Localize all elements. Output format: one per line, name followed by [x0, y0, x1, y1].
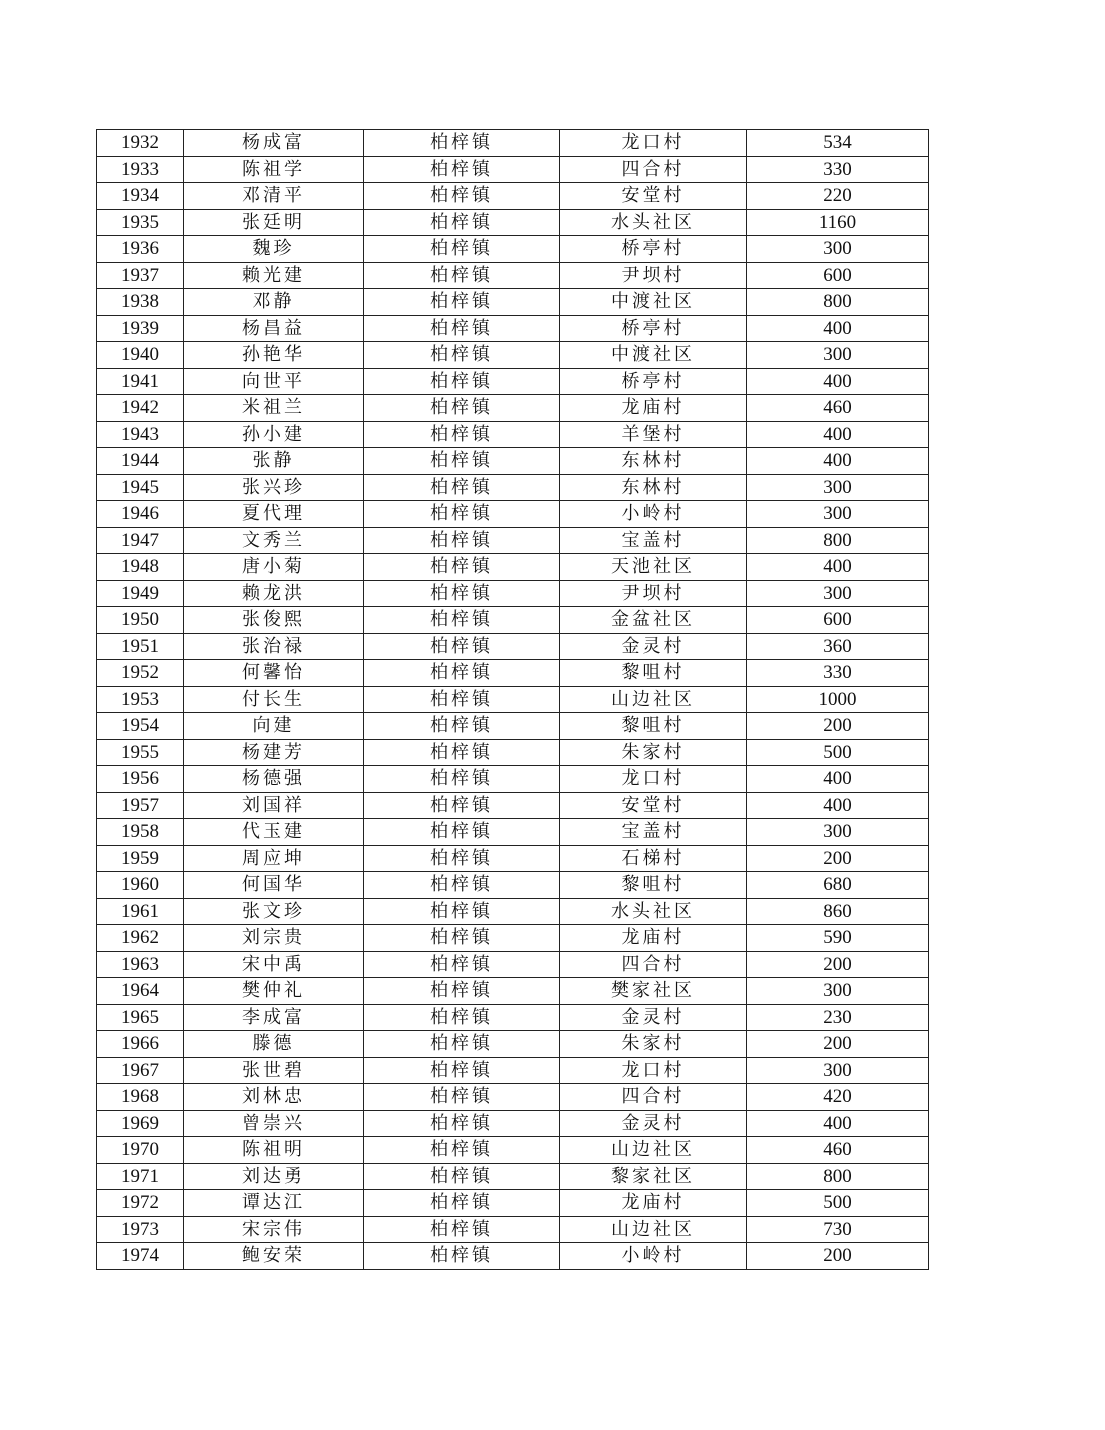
serial-number-cell: 1938 — [97, 289, 184, 316]
village-cell: 尹坝村 — [560, 580, 747, 607]
village-cell: 四合村 — [560, 156, 747, 183]
town-cell: 柏梓镇 — [364, 156, 560, 183]
amount-cell: 300 — [747, 501, 929, 528]
village-cell: 宝盖村 — [560, 819, 747, 846]
serial-number-cell: 1946 — [97, 501, 184, 528]
amount-cell: 400 — [747, 448, 929, 475]
village-cell: 四合村 — [560, 951, 747, 978]
name-cell: 刘林忠 — [184, 1084, 364, 1111]
amount-cell: 800 — [747, 527, 929, 554]
town-cell: 柏梓镇 — [364, 448, 560, 475]
serial-number-cell: 1972 — [97, 1190, 184, 1217]
village-cell: 金灵村 — [560, 1110, 747, 1137]
table-row — [97, 183, 929, 210]
town-cell: 柏梓镇 — [364, 978, 560, 1005]
serial-number-cell: 1960 — [97, 872, 184, 899]
village-cell: 桥亭村 — [560, 368, 747, 395]
table-row — [97, 315, 929, 342]
amount-cell: 300 — [747, 1057, 929, 1084]
name-cell: 杨昌益 — [184, 315, 364, 342]
amount-cell: 200 — [747, 845, 929, 872]
name-cell: 宋中禹 — [184, 951, 364, 978]
town-cell: 柏梓镇 — [364, 368, 560, 395]
town-cell: 柏梓镇 — [364, 792, 560, 819]
amount-cell: 200 — [747, 1243, 929, 1270]
serial-number-cell: 1963 — [97, 951, 184, 978]
amount-cell: 360 — [747, 633, 929, 660]
town-cell: 柏梓镇 — [364, 660, 560, 687]
serial-number-cell: 1971 — [97, 1163, 184, 1190]
town-cell: 柏梓镇 — [364, 395, 560, 422]
name-cell: 付长生 — [184, 686, 364, 713]
name-cell: 刘国祥 — [184, 792, 364, 819]
serial-number-cell: 1970 — [97, 1137, 184, 1164]
village-cell: 山边社区 — [560, 1216, 747, 1243]
town-cell: 柏梓镇 — [364, 501, 560, 528]
table-row — [97, 554, 929, 581]
serial-number-cell: 1934 — [97, 183, 184, 210]
table-row — [97, 421, 929, 448]
village-cell: 龙口村 — [560, 766, 747, 793]
town-cell: 柏梓镇 — [364, 315, 560, 342]
serial-number-cell: 1943 — [97, 421, 184, 448]
town-cell: 柏梓镇 — [364, 898, 560, 925]
village-cell: 宝盖村 — [560, 527, 747, 554]
amount-cell: 300 — [747, 580, 929, 607]
name-cell: 张世碧 — [184, 1057, 364, 1084]
table-row — [97, 1163, 929, 1190]
village-cell: 石梯村 — [560, 845, 747, 872]
town-cell: 柏梓镇 — [364, 289, 560, 316]
amount-cell: 330 — [747, 156, 929, 183]
table-row — [97, 633, 929, 660]
town-cell: 柏梓镇 — [364, 607, 560, 634]
village-cell: 龙庙村 — [560, 925, 747, 952]
table-row — [97, 739, 929, 766]
town-cell: 柏梓镇 — [364, 766, 560, 793]
name-cell: 宋宗伟 — [184, 1216, 364, 1243]
town-cell: 柏梓镇 — [364, 925, 560, 952]
amount-cell: 534 — [747, 130, 929, 157]
town-cell: 柏梓镇 — [364, 183, 560, 210]
serial-number-cell: 1956 — [97, 766, 184, 793]
village-cell: 黎咀村 — [560, 713, 747, 740]
amount-cell: 220 — [747, 183, 929, 210]
name-cell: 陈祖学 — [184, 156, 364, 183]
amount-cell: 500 — [747, 739, 929, 766]
town-cell: 柏梓镇 — [364, 527, 560, 554]
name-cell: 陈祖明 — [184, 1137, 364, 1164]
serial-number-cell: 1947 — [97, 527, 184, 554]
village-cell: 尹坝村 — [560, 262, 747, 289]
table-row — [97, 262, 929, 289]
serial-number-cell: 1950 — [97, 607, 184, 634]
serial-number-cell: 1941 — [97, 368, 184, 395]
amount-cell: 330 — [747, 660, 929, 687]
amount-cell: 1000 — [747, 686, 929, 713]
amount-cell: 300 — [747, 819, 929, 846]
town-cell: 柏梓镇 — [364, 1084, 560, 1111]
name-cell: 刘宗贵 — [184, 925, 364, 952]
town-cell: 柏梓镇 — [364, 421, 560, 448]
amount-cell: 800 — [747, 1163, 929, 1190]
name-cell: 李成富 — [184, 1004, 364, 1031]
name-cell: 滕德 — [184, 1031, 364, 1058]
town-cell: 柏梓镇 — [364, 1137, 560, 1164]
name-cell: 邓静 — [184, 289, 364, 316]
serial-number-cell: 1953 — [97, 686, 184, 713]
name-cell: 樊仲礼 — [184, 978, 364, 1005]
table-row — [97, 1216, 929, 1243]
serial-number-cell: 1937 — [97, 262, 184, 289]
town-cell: 柏梓镇 — [364, 1004, 560, 1031]
village-cell: 龙口村 — [560, 1057, 747, 1084]
table-row — [97, 1137, 929, 1164]
town-cell: 柏梓镇 — [364, 686, 560, 713]
amount-cell: 400 — [747, 315, 929, 342]
amount-cell: 200 — [747, 951, 929, 978]
amount-cell: 300 — [747, 342, 929, 369]
village-cell: 黎咀村 — [560, 660, 747, 687]
serial-number-cell: 1959 — [97, 845, 184, 872]
town-cell: 柏梓镇 — [364, 1163, 560, 1190]
village-cell: 黎咀村 — [560, 872, 747, 899]
serial-number-cell: 1933 — [97, 156, 184, 183]
name-cell: 杨德强 — [184, 766, 364, 793]
serial-number-cell: 1962 — [97, 925, 184, 952]
table-row — [97, 792, 929, 819]
name-cell: 何馨怡 — [184, 660, 364, 687]
amount-cell: 400 — [747, 554, 929, 581]
table-row — [97, 130, 929, 157]
village-cell: 樊家社区 — [560, 978, 747, 1005]
table-row — [97, 978, 929, 1005]
amount-cell: 300 — [747, 978, 929, 1005]
name-cell: 夏代理 — [184, 501, 364, 528]
serial-number-cell: 1944 — [97, 448, 184, 475]
table-row — [97, 607, 929, 634]
amount-cell: 680 — [747, 872, 929, 899]
name-cell: 张治禄 — [184, 633, 364, 660]
amount-cell: 200 — [747, 1031, 929, 1058]
serial-number-cell: 1958 — [97, 819, 184, 846]
table-row — [97, 872, 929, 899]
town-cell: 柏梓镇 — [364, 236, 560, 263]
name-cell: 孙艳华 — [184, 342, 364, 369]
serial-number-cell: 1967 — [97, 1057, 184, 1084]
serial-number-cell: 1969 — [97, 1110, 184, 1137]
table-row — [97, 898, 929, 925]
serial-number-cell: 1948 — [97, 554, 184, 581]
village-cell: 安堂村 — [560, 792, 747, 819]
table-row — [97, 474, 929, 501]
name-cell: 文秀兰 — [184, 527, 364, 554]
serial-number-cell: 1932 — [97, 130, 184, 157]
name-cell: 赖龙洪 — [184, 580, 364, 607]
name-cell: 孙小建 — [184, 421, 364, 448]
name-cell: 杨成富 — [184, 130, 364, 157]
table-row — [97, 527, 929, 554]
village-cell: 龙庙村 — [560, 1190, 747, 1217]
table-row — [97, 289, 929, 316]
table-row — [97, 713, 929, 740]
town-cell: 柏梓镇 — [364, 872, 560, 899]
table-row — [97, 156, 929, 183]
town-cell: 柏梓镇 — [364, 1057, 560, 1084]
serial-number-cell: 1942 — [97, 395, 184, 422]
town-cell: 柏梓镇 — [364, 951, 560, 978]
serial-number-cell: 1945 — [97, 474, 184, 501]
amount-cell: 400 — [747, 766, 929, 793]
town-cell: 柏梓镇 — [364, 739, 560, 766]
amount-cell: 460 — [747, 395, 929, 422]
serial-number-cell: 1935 — [97, 209, 184, 236]
town-cell: 柏梓镇 — [364, 262, 560, 289]
town-cell: 柏梓镇 — [364, 474, 560, 501]
serial-number-cell: 1973 — [97, 1216, 184, 1243]
town-cell: 柏梓镇 — [364, 633, 560, 660]
amount-cell: 600 — [747, 607, 929, 634]
serial-number-cell: 1968 — [97, 1084, 184, 1111]
amount-cell: 730 — [747, 1216, 929, 1243]
amount-cell: 400 — [747, 368, 929, 395]
table-row — [97, 951, 929, 978]
table-row — [97, 448, 929, 475]
data-table — [96, 129, 929, 1270]
amount-cell: 400 — [747, 792, 929, 819]
amount-cell: 800 — [747, 289, 929, 316]
name-cell: 谭达江 — [184, 1190, 364, 1217]
village-cell: 桥亭村 — [560, 236, 747, 263]
serial-number-cell: 1949 — [97, 580, 184, 607]
village-cell: 安堂村 — [560, 183, 747, 210]
amount-cell: 200 — [747, 713, 929, 740]
village-cell: 朱家村 — [560, 1031, 747, 1058]
town-cell: 柏梓镇 — [364, 713, 560, 740]
table-row — [97, 501, 929, 528]
table-row — [97, 1110, 929, 1137]
amount-cell: 860 — [747, 898, 929, 925]
table-body — [97, 130, 929, 1270]
table-row — [97, 580, 929, 607]
table-row — [97, 1057, 929, 1084]
town-cell: 柏梓镇 — [364, 1031, 560, 1058]
village-cell: 小岭村 — [560, 501, 747, 528]
name-cell: 鲍安荣 — [184, 1243, 364, 1270]
amount-cell: 1160 — [747, 209, 929, 236]
serial-number-cell: 1966 — [97, 1031, 184, 1058]
name-cell: 米祖兰 — [184, 395, 364, 422]
table-row — [97, 1004, 929, 1031]
village-cell: 天池社区 — [560, 554, 747, 581]
serial-number-cell: 1957 — [97, 792, 184, 819]
serial-number-cell: 1939 — [97, 315, 184, 342]
amount-cell: 300 — [747, 474, 929, 501]
village-cell: 小岭村 — [560, 1243, 747, 1270]
table-row — [97, 819, 929, 846]
village-cell: 四合村 — [560, 1084, 747, 1111]
table-row — [97, 368, 929, 395]
serial-number-cell: 1965 — [97, 1004, 184, 1031]
village-cell: 山边社区 — [560, 1137, 747, 1164]
name-cell: 向世平 — [184, 368, 364, 395]
village-cell: 中渡社区 — [560, 289, 747, 316]
table-row — [97, 1084, 929, 1111]
name-cell: 张文珍 — [184, 898, 364, 925]
name-cell: 张静 — [184, 448, 364, 475]
serial-number-cell: 1952 — [97, 660, 184, 687]
village-cell: 山边社区 — [560, 686, 747, 713]
serial-number-cell: 1955 — [97, 739, 184, 766]
town-cell: 柏梓镇 — [364, 209, 560, 236]
name-cell: 周应坤 — [184, 845, 364, 872]
amount-cell: 460 — [747, 1137, 929, 1164]
town-cell: 柏梓镇 — [364, 1110, 560, 1137]
table-row — [97, 1243, 929, 1270]
village-cell: 金盆社区 — [560, 607, 747, 634]
amount-cell: 300 — [747, 236, 929, 263]
town-cell: 柏梓镇 — [364, 342, 560, 369]
village-cell: 东林村 — [560, 448, 747, 475]
table-row — [97, 686, 929, 713]
amount-cell: 400 — [747, 1110, 929, 1137]
village-cell: 东林村 — [560, 474, 747, 501]
town-cell: 柏梓镇 — [364, 845, 560, 872]
town-cell: 柏梓镇 — [364, 1216, 560, 1243]
name-cell: 向建 — [184, 713, 364, 740]
name-cell: 张俊熙 — [184, 607, 364, 634]
village-cell: 羊堡村 — [560, 421, 747, 448]
name-cell: 张兴珍 — [184, 474, 364, 501]
town-cell: 柏梓镇 — [364, 554, 560, 581]
table-row — [97, 925, 929, 952]
amount-cell: 600 — [747, 262, 929, 289]
name-cell: 赖光建 — [184, 262, 364, 289]
serial-number-cell: 1961 — [97, 898, 184, 925]
name-cell: 何国华 — [184, 872, 364, 899]
table-row — [97, 766, 929, 793]
table-row — [97, 1031, 929, 1058]
table-row — [97, 395, 929, 422]
table-row — [97, 1190, 929, 1217]
village-cell: 黎家社区 — [560, 1163, 747, 1190]
village-cell: 中渡社区 — [560, 342, 747, 369]
name-cell: 曾崇兴 — [184, 1110, 364, 1137]
table-row — [97, 342, 929, 369]
town-cell: 柏梓镇 — [364, 1243, 560, 1270]
village-cell: 水头社区 — [560, 898, 747, 925]
table-row — [97, 845, 929, 872]
town-cell: 柏梓镇 — [364, 819, 560, 846]
name-cell: 魏珍 — [184, 236, 364, 263]
town-cell: 柏梓镇 — [364, 580, 560, 607]
village-cell: 龙庙村 — [560, 395, 747, 422]
village-cell: 金灵村 — [560, 1004, 747, 1031]
serial-number-cell: 1964 — [97, 978, 184, 1005]
name-cell: 邓清平 — [184, 183, 364, 210]
name-cell: 代玉建 — [184, 819, 364, 846]
amount-cell: 590 — [747, 925, 929, 952]
name-cell: 唐小菊 — [184, 554, 364, 581]
serial-number-cell: 1974 — [97, 1243, 184, 1270]
table-row — [97, 236, 929, 263]
table-row — [97, 660, 929, 687]
village-cell: 金灵村 — [560, 633, 747, 660]
serial-number-cell: 1951 — [97, 633, 184, 660]
serial-number-cell: 1954 — [97, 713, 184, 740]
village-cell: 水头社区 — [560, 209, 747, 236]
name-cell: 刘达勇 — [184, 1163, 364, 1190]
village-cell: 朱家村 — [560, 739, 747, 766]
village-cell: 桥亭村 — [560, 315, 747, 342]
amount-cell: 230 — [747, 1004, 929, 1031]
village-cell: 龙口村 — [560, 130, 747, 157]
serial-number-cell: 1940 — [97, 342, 184, 369]
town-cell: 柏梓镇 — [364, 130, 560, 157]
table-row — [97, 209, 929, 236]
name-cell: 杨建芳 — [184, 739, 364, 766]
serial-number-cell: 1936 — [97, 236, 184, 263]
town-cell: 柏梓镇 — [364, 1190, 560, 1217]
amount-cell: 500 — [747, 1190, 929, 1217]
name-cell: 张廷明 — [184, 209, 364, 236]
amount-cell: 420 — [747, 1084, 929, 1111]
amount-cell: 400 — [747, 421, 929, 448]
